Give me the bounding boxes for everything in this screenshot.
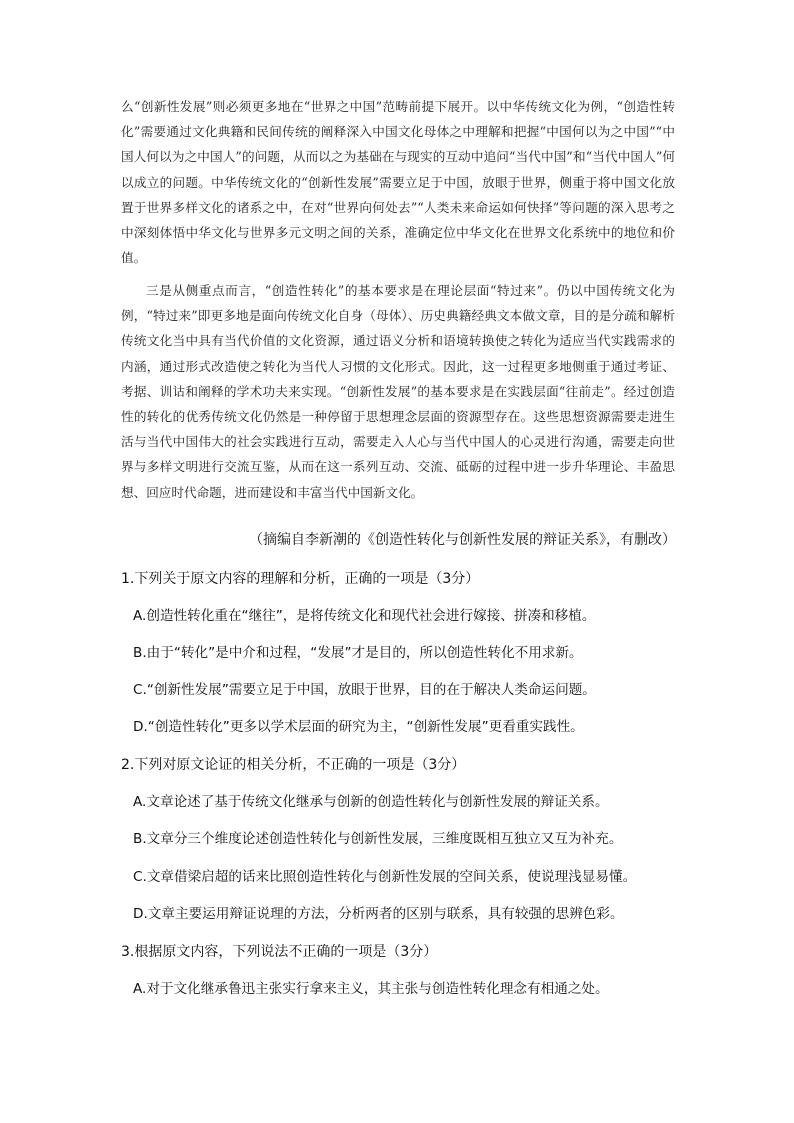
question-2-stem: 2.下列对原文论证的相关分析，不正确的一项是（3分） bbox=[121, 757, 466, 773]
passage-paragraph-2: 三是从侧重点而言，“创造性转化”的基本要求是在理论层面“特过来”。仍以中国传统文化为例，“特过来”即更多地是面向传统文化自身（母体）、历史典籍经典文本做文章，目的是分疏和解析传统文化当中具有当代价值的文化资源，通过语义分析和语境转换使之转化为适应当代实践需求的内涵，通过形式改造使之转化为当代人习惯的文化形式。因此，这一过程更多地侧重于通过考证、考据、训诂和阐释的学术功夫来实现。“创新性发展”的基本要求是在实践层面“往前走”。经过创造性的转化的优秀传统文化仍然是一种停留于思想理念层面的资源型存在。这些思想资源需要走进生活与当代中国伟大的社会实践进行互动，需要走入人心与当代中国人的心灵进行沟通，需要走向世界与多样文明进行交流互鉴，从而在这一系列互动、交流、砥砺的过程中进一步升华理论、丰盈思想、回应时代命题，进而建设和丰富当代中国新文化。 bbox=[121, 283, 675, 500]
question-2-option-d: D.文章主要运用辩证说理的方法，分析两者的区别与联系，具有较强的思辨色彩。 bbox=[133, 906, 624, 922]
question-1-option-c: C.“创新性发展”需要立足于中国，放眼于世界，目的在于解决人类命运问题。 bbox=[133, 682, 596, 698]
question-3-stem: 3.根据原文内容，下列说法不正确的一项是（3分） bbox=[121, 944, 438, 960]
question-3-option-a: A.对于文化继承鲁迅主张实行拿来主义，其主张与创造性转化理念有相通之处。 bbox=[133, 981, 609, 997]
passage-source: （摘编自李新潮的《创造性转化与创新性发展的辩证关系》，有删改） bbox=[249, 532, 676, 548]
question-2-option-c: C.文章借梁启超的话来比照创造性转化与创新性发展的空间关系，使说理浅显易懂。 bbox=[133, 869, 637, 885]
question-1-stem: 1.下列关于原文内容的理解和分析，正确的一项是（3分） bbox=[121, 571, 480, 587]
question-2-option-a: A.文章论述了基于传统文化继承与创新的创造性转化与创新性发展的辩证关系。 bbox=[133, 794, 609, 810]
question-1-option-a: A.创造性转化重在“继往”，是将传统文化和现代社会进行嫁接、拼凑和移植。 bbox=[133, 608, 596, 624]
question-2-option-b: B.文章分三个维度论述创造性转化与创新性发展，三维度既相互独立又互为补充。 bbox=[133, 831, 623, 847]
question-1-option-b: B.由于“转化”是中介和过程，“发展”才是目的，所以创造性转化不用求新。 bbox=[133, 645, 583, 661]
passage-paragraph-1: 么“创新性发展”则必须更多地在“世界之中国”范畴前提下展开。以中华传统文化为例，“创造性转化”需要通过文化典籍和民间传统的阐释深入中国文化母体之中理解和把握“中国何以为之中国”“中国人何以为之中国人”的问题，从而以之为基础在与现实的互动中追问“当代中国”和“当代中国人”何以成立的问题。中华传统文化的“创新性发展”需要立足于中国，放眼于世界，侧重于将中国文化放置于世界多样文化的诸系之中，在对“世界向何处去”“人类未来命运如何快择”等问题的深入思考之中深刻体悟中华文化与世界多元文明之间的关系，准确定位中华文化在世界文化系统中的地位和价值。 bbox=[121, 99, 675, 266]
question-1-option-d: D.“创造性转化”更多以学术层面的研究为主，“创新性发展”更看重实践性。 bbox=[133, 719, 584, 735]
